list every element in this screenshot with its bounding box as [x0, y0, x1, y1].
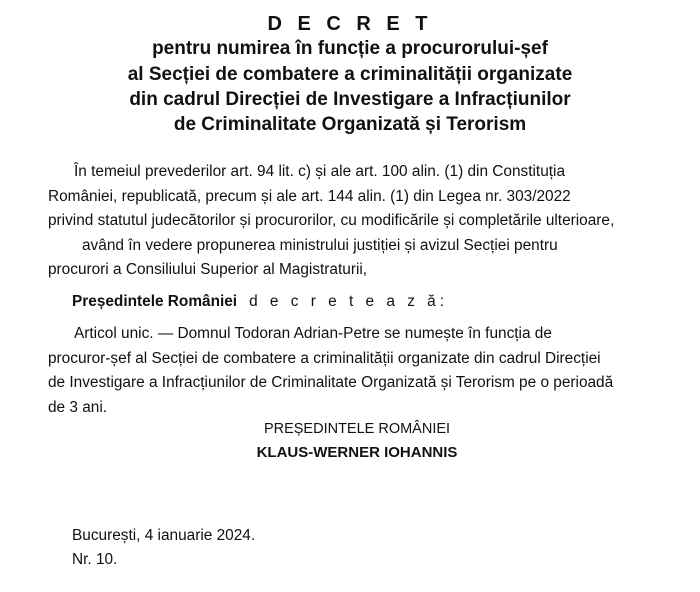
preamble-paragraph	[48, 160, 628, 283]
enacting-subject: Președintele României	[72, 293, 238, 310]
preamble-line: având în vedere propunerea ministrului justiției și avizul Secției pentru	[82, 236, 558, 254]
article-line: procuror-șef al Secției de combatere a criminalității organizate din cadrul Direcției	[48, 349, 601, 367]
place-date: București, 4 ianuarie 2024.	[72, 527, 256, 544]
preamble-line: României, republicată, precum și ale art. 144 alin. (1) din Legea nr. 303/2022	[48, 187, 571, 205]
article-line: Articol unic. — Domnul Todoran Adrian-Petre se numește în funcția de	[74, 325, 552, 342]
article-line: de Investigare a Infracțiunilor de Criminalitate Organizată și Terorism pe o perioadă	[48, 374, 614, 391]
decree-heading: D E C R E T	[267, 13, 433, 35]
article-paragraph	[48, 322, 642, 420]
decree-number: Nr. 10.	[72, 551, 118, 568]
enacting-clause	[72, 290, 448, 314]
preamble-line: privind statutul judecătorilor și procurorilor, cu modificările și completările ulterioare,	[48, 212, 615, 229]
preamble-line: În temeiul prevederilor art. 94 lit. c) și ale art. 100 alin. (1) din Constituția	[74, 163, 566, 180]
decree-subtitle-line: al Secției de combatere a criminalității organizate	[127, 64, 573, 85]
preamble-line: procurori a Consiliului Superior al Magistraturii,	[48, 261, 368, 278]
article-line: de 3 ani.	[48, 398, 108, 416]
decree-subtitle-line: de Criminalitate Organizată și Terorism	[173, 114, 527, 135]
decree-subtitle-line: pentru numirea în funcție a procurorului-șef	[152, 38, 548, 59]
enacting-verb: d e c r e t e a z ă:	[249, 293, 449, 310]
signature-role: PREȘEDINTELE ROMÂNIEI	[263, 421, 451, 437]
signature-name: KLAUS-WERNER IOHANNIS	[256, 444, 458, 461]
decree-subtitle-line: din cadrul Direcției de Investigare a Infracțiunilor	[129, 89, 571, 110]
